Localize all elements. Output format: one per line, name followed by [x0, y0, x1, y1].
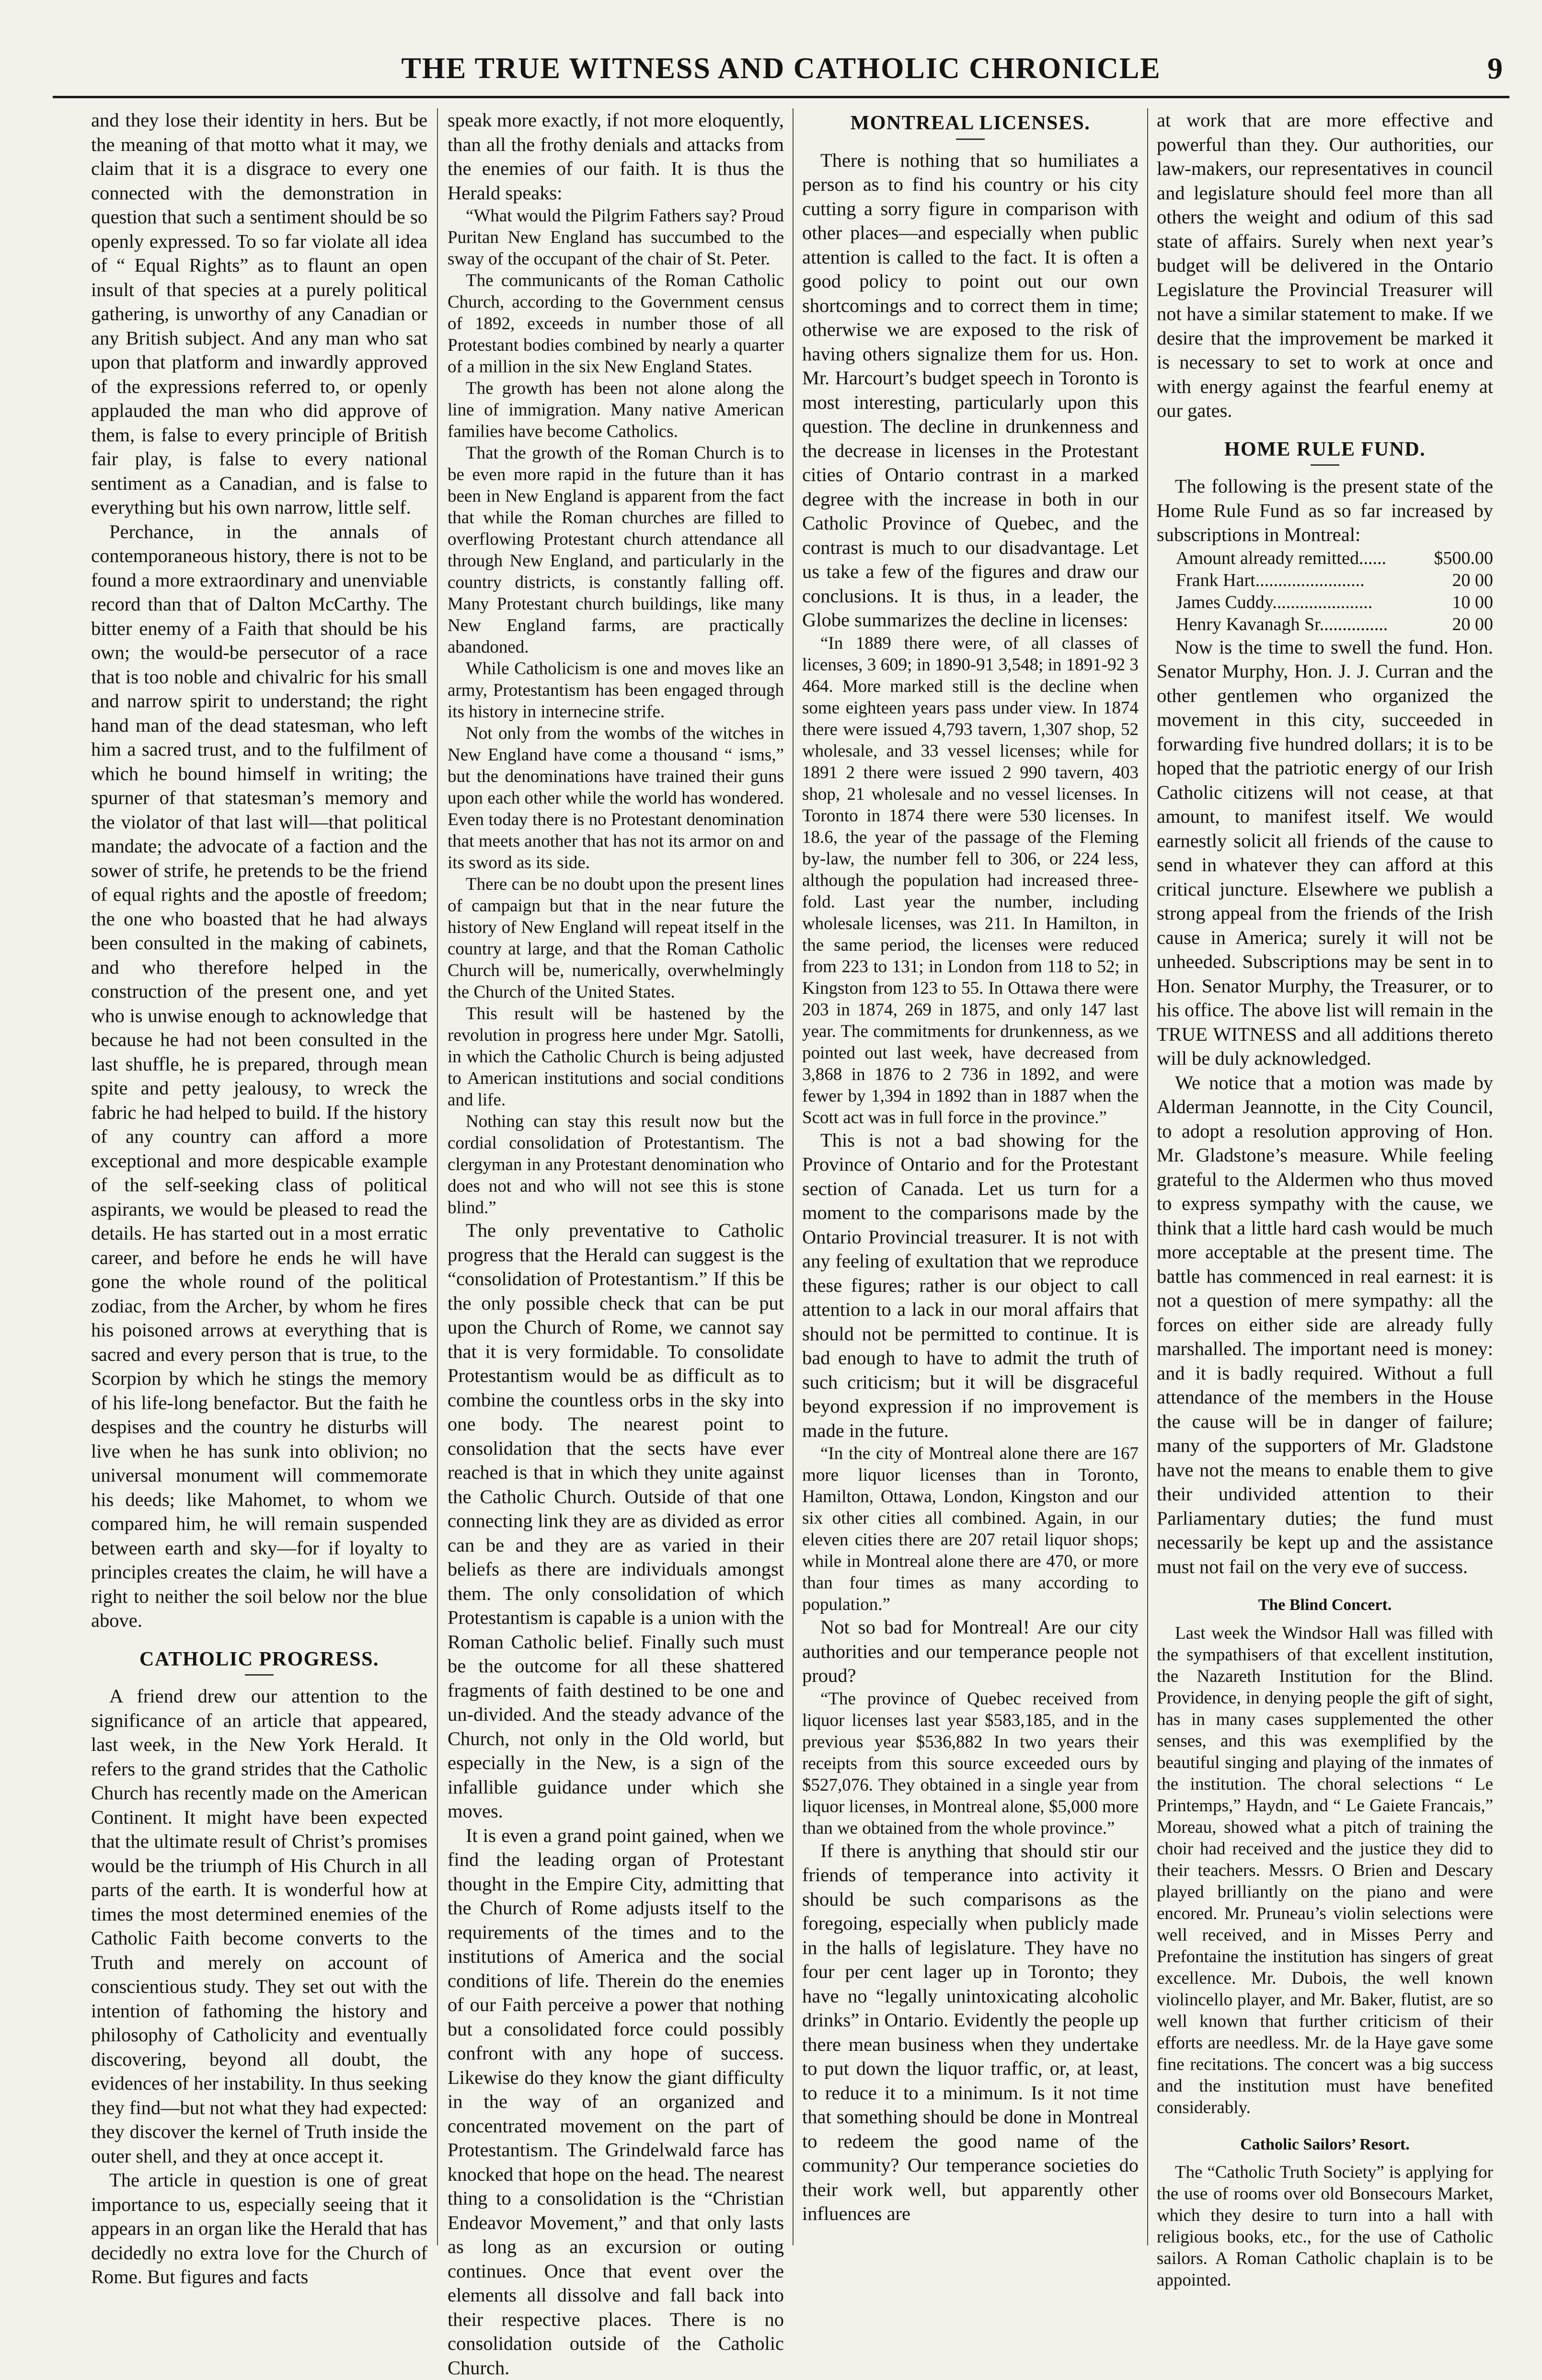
column-4	[1157, 108, 1493, 2245]
article-paragraph: The following is the present state of the Home Rule Fund as so far increased by subscriptions in Montreal:	[1157, 474, 1493, 547]
heading-rule	[245, 1674, 274, 1676]
heading-home-rule-fund: HOME RULE FUND.	[1157, 437, 1493, 462]
quoted-paragraph: While Catholicism is one and moves like an army, Protestantism has been engaged through its history in internecine strife.	[448, 658, 784, 723]
quoted-paragraph: This result will be hastened by the revolution in progress here under Mgr. Satolli, in which the Catholic Church is being adjusted to American institutions and social conditions and life.	[448, 1003, 784, 1111]
article-paragraph: A friend drew our attention to the significance of an article that appeared, last week, in the New York Herald. It refers to the grand strides that the Catholic Church has recently made on the American Continent. It might have been expected that the ultimate result of Christ’s promises would be the triumph of His Church in all parts of the earth. It is wonderful how at times the most determined enemies of the Catholic Faith become converts to the Truth and merely on account of conscientious study. They set out with the intention of fathoming the history and philosophy of Catholicity and eventually discovering, beyond all doubt, the evidences of her instability. In thus seeking they find—but not what they had expected: they discover the kernel of Truth inside the outer shell, and they at once accept it.	[91, 1684, 427, 2168]
masthead-rule	[53, 96, 1509, 98]
subscription-amount: 20 00	[1452, 613, 1494, 635]
quoted-paragraph: “The province of Quebec received from liquor licenses last year $583,185, and in the previous year $536,882 In two years their receipts from this source exceeded ours by $527,076. They obtained in a single year from liquor licenses, in Montreal alone, $5,000 more than we obtained from the whole province.”	[802, 1688, 1139, 1839]
article-paragraph: This is not a bad showing for the Province of Ontario and for the Protestant section of Canada. Let us turn for a moment to the comparisons made by the Ontario Provincial treasurer. It is not with any feeling of exultation that we reproduce these figures; rather is our object to call attention to a lack in our moral affairs that should not be permitted to continue. It is bad enough to have to admit the truth of such criticism; but it will be disgraceful beyond expression if no improvement is made in the future.	[802, 1128, 1139, 1443]
page-number: 9	[1487, 51, 1503, 86]
column-rule	[793, 108, 794, 2245]
article-paragraph: It is even a grand point gained, when we find the leading organ of Protestant thought in the Empire City, admitting that the Church of Rome adjusts itself to the requirements of the times and to the institutions of America and the social conditions of life. Therein do the enemies of our Faith perceive a power that nothing but a consolidated force could possibly confront with any hope of success. Likewise do they know the giant difficulty in the way of an organized and concentrated movement on the part of Protestantism. The Grindelwald farce has knocked that hope on the head. The nearest thing to a consolidation is the “Christian Endeavor Movement,” and that only lasts as long as an excursion or outing continues. Once that event over the elements all dissolve and fall back into their respective places. There is no consolidation outside of the Catholic Church.	[448, 1824, 784, 2380]
subscription-amount: $500.00	[1434, 547, 1494, 569]
quoted-paragraph: “In the city of Montreal alone there are 167 more liquor licenses than in Toronto, Hamilton, Ottawa, London, Kingston and our six other cities all combined. Again, in our eleven cities there are 207 retail liquor shops; while in Montreal alone there are 470, or more than four times as many according to population.”	[802, 1443, 1139, 1615]
list-item	[1157, 591, 1493, 613]
masthead-title: THE TRUE WITNESS AND CATHOLIC CHRONICLE	[53, 52, 1509, 86]
subheading-blind-concert: The Blind Concert.	[1157, 1593, 1493, 1618]
column-rule	[1147, 108, 1148, 2245]
article-paragraph: We notice that a motion was made by Alderman Jeannotte, in the City Council, to adopt a resolution approving of Hon. Mr. Gladstone’s measure. While feeling grateful to the Aldermen who thus moved to express sympathy with the cause, we think that a little hard cash would be much more acceptable at the present time. The battle has commenced in real earnest: it is not a question of mere sympathy: all the forces on either side are already fully marshalled. The important need is money: and it is badly required. Without a full attendance of the members in the House the cause will be in danger of failure; many of the supporters of Mr. Gladstone have not the means to enable them to give their undivided attention to their Parliamentary duties; the fund must necessarily be kept up and the assistance must not fail on the very eve of success.	[1157, 1071, 1493, 1579]
heading-catholic-progress: CATHOLIC PROGRESS.	[91, 1647, 427, 1672]
column-1	[91, 108, 427, 2245]
list-item	[1157, 569, 1493, 591]
heading-rule	[956, 138, 985, 140]
article-paragraph: If there is anything that should stir our friends of temperance into activity it should be such comparisons as the foregoing, especially when publicly made in the halls of legislature. They have no four per cent lager up in Toronto; they have no “legally unintoxicating alcoholic drinks” in Ontario. Evidently the people up there mean business when they undertake to put down the liquor traffic, or, at least, to reduce it to a minimum. Is it not time that something should be done in Montreal to redeem the good name of the community? Our temperance societies do their work well, but apparently other influences are	[802, 1839, 1139, 2226]
subscriber-name: James Cuddy......................	[1176, 591, 1372, 613]
quoted-paragraph: Nothing can stay this result now but the cordial consolidation of Protestantism. The clergyman in any Protestant denomination who does not and who will not see this is stone blind.”	[448, 1111, 784, 1219]
quoted-paragraph: Not only from the wombs of the witches in New England have come a thousand “ isms,” but the denominations have trained their guns upon each other while the world has wondered. Even today there is no Protestant denomination that meets another that has not its armor on and its sword as its side.	[448, 723, 784, 874]
subscription-amount: 20 00	[1452, 569, 1494, 591]
subheading-sailors-resort: Catholic Sailors’ Resort.	[1157, 2133, 1493, 2157]
list-item	[1157, 613, 1493, 635]
heading-montreal-licenses: MONTREAL LICENSES.	[802, 111, 1139, 136]
article-paragraph: Now is the time to swell the fund. Hon. Senator Murphy, Hon. J. J. Curran and the other gentlemen who organized the movement in this city, succeeded in forwarding five hundred dollars; it is to be hoped that the patriotic energy of our Irish Catholic citizens will not cease, at that amount, to manifest itself. We would earnestly solicit all friends of the cause to send in whatever they can afford at this critical juncture. Elsewhere we publish a strong appeal from the friends of the Irish cause in America; surely it will not be unheeded. Subscriptions may be sent in to Hon. Senator Murphy, the Treasurer, or to his office. The above list will remain in the TRUE WITNESS and all additions thereto will be duly acknowledged.	[1157, 635, 1493, 1071]
subscription-list	[1157, 547, 1493, 635]
subscriber-name: Frank Hart........................	[1176, 569, 1365, 591]
masthead	[53, 46, 1509, 92]
article-paragraph: There is nothing that so humiliates a person as to find his country or his city cutting a sorry figure in comparison with other places—and especially when public attention is called to the fact. It is often a good policy to point out our own shortcomings and to correct them in time; otherwise we are exposed to the risk of having others signalize them for us. Hon. Mr. Harcourt’s budget speech in Toronto is most interesting, particularly upon this question. The decline in drunkenness and the decrease in licenses in the Protestant cities of Ontario contrast in a marked degree with the increase in both in our Catholic Province of Quebec, and the contrast is much to our disadvantage. Let us take a few of the figures and draw our conclusions. It is thus, in a leader, the Globe summarizes the decline in licenses:	[802, 149, 1139, 632]
heading-rule	[1311, 464, 1339, 466]
quoted-paragraph: “In 1889 there were, of all classes of licenses, 3 609; in 1890-91 3,548; in 1891-92 3 464. More marked still is the decline when some eighteen years pass under view. In 1874 there were issued 4,793 tavern, 1,307 shop, 52 wholesale, and 33 vessel licenses; while for 1891 2 there were issued 2 990 tavern, 403 shop, 21 wholesale and no vessel licenses. In Toronto in 1874 there were 530 licenses. In 18.6, the year of the passage of the Fleming by-law, the number fell to 306, or 224 less, although the population had increased three-fold. Last year the number, including wholesale licenses, was 211. In Hamilton, in the same period, the licenses were reduced from 223 to 131; in London from 118 to 52; in Kingston from 123 to 55. In Ottawa there were 203 in 1874, 269 in 1875, and only 147 last year. The commitments for drunkenness, as we pointed out last week, have decreased from 3,868 in 1876 to 2 736 in 1892, and were fewer by 1,394 in 1892 than in 1887 when the Scott act was in full force in the province.”	[802, 632, 1139, 1128]
quoted-paragraph: That the growth of the Roman Church is to be even more rapid in the future than it has been in New England is apparent from the fact that while the Roman churches are filled to overflowing Protestant church attendance all through New England, and particularly in the country districts, is constantly falling off. Many Protestant church buildings, like many New England farms, are practically abandoned.	[448, 442, 784, 658]
column-3	[802, 108, 1139, 2245]
article-paragraph: The only preventative to Catholic progress that the Herald can suggest is the “consolidation of Protestantism.” If this be the only possible check that can be put upon the Church of Rome, we cannot say that it is very formidable. To consolidate Protestantism would be as difficult as to combine the countless orbs in the sky into one body. The nearest point to consolidation that the sects have ever reached is that in which they unite against the Catholic Church. Outside of that one connecting link they are as divided as error can be and they are as varied in their beliefs as there are individuals amongst them. The only consolidation of which Protestantism is capable is a union with the Roman Catholic belief. Finally such must be the outcome for all these shattered fragments of faith destined to be one and un-divided. And the steady advance of the Church, not only in the Old world, but especially in the New, is a sign of the infallible guidance under which she moves.	[448, 1219, 784, 1824]
quoted-paragraph: The communicants of the Roman Catholic Church, according to the Government census of 1892, exceeds in number those of all Protestant bodies combined by nearly a quarter of a million in the six New England States.	[448, 270, 784, 378]
subscriber-name: Henry Kavanagh Sr...............	[1176, 613, 1388, 635]
article-paragraph: The “Catholic Truth Society” is applying for the use of rooms over old Bonsecours Market, which they desire to turn into a hall with religious books, etc., for the use of Catholic sailors. A Roman Catholic chaplain is to be appointed.	[1157, 2162, 1493, 2291]
article-paragraph: at work that are more effective and powerful than they. Our authorities, our law-makers, our representatives in council and legislature should feel more than all others the weight and odium of this sad state of affairs. Surely when next year’s budget will be delivered in the Ontario Legislature the Provincial Treasurer will not have a similar statement to make. If we desire that the improvement be marked it is necessary to set to work at once and with energy against the fearful enemy at our gates.	[1157, 108, 1493, 423]
quoted-paragraph: “What would the Pilgrim Fathers say? Proud Puritan New England has succumbed to the sway of the occupant of the chair of St. Peter.	[448, 205, 784, 270]
column-rule	[437, 108, 438, 2245]
quoted-paragraph: There can be no doubt upon the present lines of campaign but that in the near future the history of New England will repeat itself in the country at large, and that the Roman Catholic Church will be, numerically, overwhelmingly the Church of the United States.	[448, 874, 784, 1003]
list-item	[1157, 547, 1493, 569]
subscription-amount: 10 00	[1452, 591, 1494, 613]
quoted-paragraph: The growth has been not alone along the line of immigration. Many native American families have become Catholics.	[448, 378, 784, 442]
subscriber-name: Amount already remitted......	[1176, 547, 1386, 569]
article-paragraph: Not so bad for Montreal! Are our city authorities and our temperance people not proud?	[802, 1615, 1139, 1688]
article-paragraph: Perchance, in the annals of contemporaneous history, there is not to be found a more extraordinary and unenviable record than that of Dalton McCarthy. The bitter enemy of a Faith that should be his own; the would-be persecutor of a race that is too noble and chivalric for his small and narrow spirit to understand; the right hand man of the dead statesman, who left him a sacred trust, and to the fulfilment of which he bound himself in writing; the spurner of that statesman’s memory and the violator of that last will—that political mandate; the advocate of a faction and the sower of strife, he pretends to be the friend of equal rights and the apostle of freedom; the one who boasted that he had always been consulted in the making of cabinets, and who therefore helped in the construction of the present one, and yet who is unwise enough to acknowledge that because he had not been consulted in the last shuffle, he is prepared, through mean spite and petty jealousy, to wreck the fabric he had helped to build. If the history of any country can afford a more exceptional and more despicable example of the self-seeking class of political aspirants, we would be pleased to read the details. He has started out in a most erratic career, and before he ends he will have gone the whole round of the political zodiac, from the Archer, by whom he fires his poisoned arrows at everything that is sacred and every person that is true, to the Scorpion by which he stings the memory of his life-long benefactor. But the faith he despises and the country he disturbs will live when he has sunk into oblivion; no universal monument will commemorate his deeds; like Mahomet, to whom we compared him, he will remain suspended between earth and sky—for if loyalty to principles creates the claim, he will have a right to neither the soil below nor the blue above.	[91, 520, 427, 1633]
article-paragraph: speak more exactly, if not more eloquently, than all the frothy denials and attacks from the enemies of our faith. It is thus the Herald speaks:	[448, 108, 784, 205]
column-2	[448, 108, 784, 2245]
article-paragraph: Last week the Windsor Hall was filled with the sympathisers of that excellent institution, the Nazareth Institution for the Blind. Providence, in denying people the gift of sight, has in many cases supplemented the other senses, and this was exemplified by the beautiful singing and playing of the inmates of the institution. The choral selections “ Le Printemps,” Haydn, and “ Le Gaiete Francais,” Moreau, showed what a pitch of training the choir had received and the justice they did to their teachers. Messrs. O Brien and Descary played brilliantly on the piano and were encored. Mr. Pruneau’s violin selections were well received, and in Misses Perry and Prefontaine the institution has singers of great excellence. Mr. Dubois, the well known violincello player, and Mr. Baker, flutist, are so well known that further criticism of their efforts are needless. Mr. de la Haye gave some fine recitations. The concert was a big success and the institution must have benefited considerably.	[1157, 1622, 1493, 2118]
article-paragraph: The article in question is one of great importance to us, especially seeing that it appears in an organ like the Herald that has decidedly no extra love for the Church of Rome. But figures and facts	[91, 2168, 427, 2289]
article-paragraph: and they lose their identity in hers. But be the meaning of that motto what it may, we claim that it is a disgrace to every one connected with the demonstration in question that such a sentiment should be so openly expressed. To so far violate all idea of “ Equal Rights” as to flaunt an open insult of that species at a purely political gathering, is unworthy of any Canadian or any British subject. And any man who sat upon that platform and inwardly approved of the expressions referred to, or openly applauded the man who did approve of them, is false to every principle of British fair play, is false to every national sentiment as a Canadian, and is false to everything but his own narrow, little self.	[91, 108, 427, 520]
